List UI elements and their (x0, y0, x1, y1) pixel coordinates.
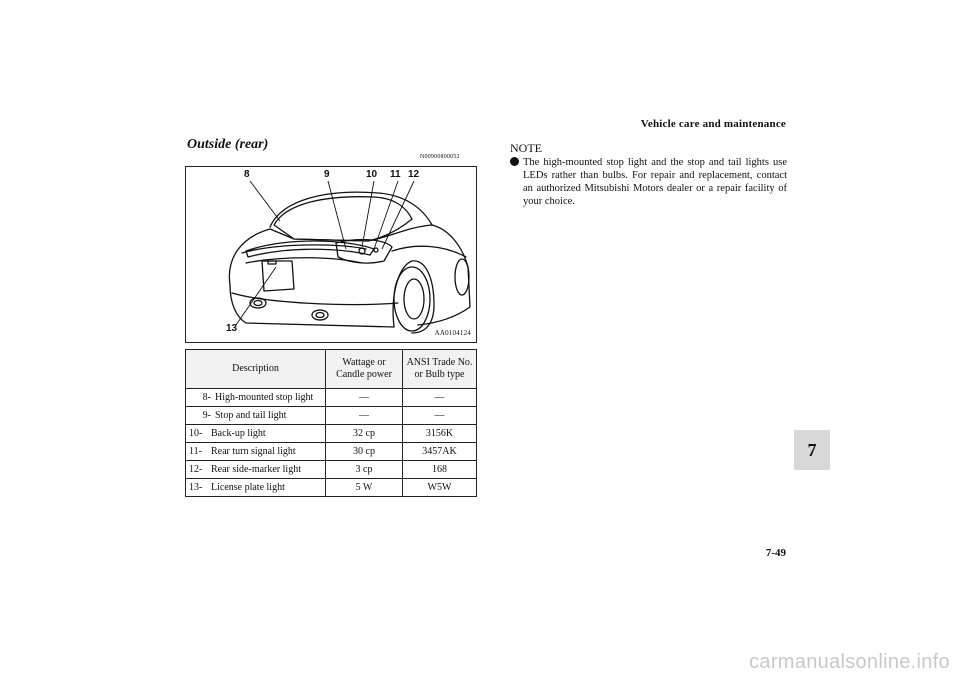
spoiler (246, 241, 374, 257)
column-header-description: Description (186, 350, 326, 389)
page-number: 7-49 (765, 547, 786, 559)
bullet-dot-icon (510, 157, 519, 166)
note-bullet (510, 156, 787, 208)
row-wattage: — (326, 389, 403, 407)
row-description: 11- Rear turn signal light (186, 443, 326, 461)
callout-11: 11 (390, 169, 401, 180)
row-ansi: — (403, 389, 477, 407)
leader-11 (374, 181, 398, 249)
row-wattage: — (326, 407, 403, 425)
bulb-specification-table (185, 349, 477, 497)
section-title: Outside (rear) (187, 137, 269, 152)
leader-8 (250, 181, 280, 221)
row-description: 8- High-mounted stop light (186, 389, 326, 407)
table-row (186, 407, 477, 425)
front-wheel (455, 259, 469, 295)
row-wattage: 3 cp (326, 461, 403, 479)
watermark: carmanualsonline.info (749, 651, 950, 673)
note-bullet-text: The high-mounted stop light and the stop and tail lights use LEDs rather than bulbs. For repair and replacement, contact an authorized Mitsubishi Motors dealer or a repair facility of your choice. (523, 157, 787, 207)
callout-12: 12 (408, 169, 420, 180)
car-rear-figure (185, 166, 477, 343)
row-wattage: 32 cp (326, 425, 403, 443)
table-row (186, 461, 477, 479)
row-ansi: — (403, 407, 477, 425)
row-description: 9- Stop and tail light (186, 407, 326, 425)
leader-9 (328, 181, 346, 249)
license-plate-recess (262, 261, 294, 291)
table-row (186, 425, 477, 443)
callout-13: 13 (226, 323, 238, 334)
callout-9: 9 (324, 169, 330, 180)
note-block (510, 142, 787, 208)
figure-code: AA0104124 (434, 329, 471, 337)
row-description: 13- License plate light (186, 479, 326, 497)
row-ansi: W5W (403, 479, 477, 497)
column-header-ansi: ANSI Trade No. or Bulb type (403, 350, 477, 389)
exhaust-right (312, 310, 328, 320)
chapter-tab: 7 (794, 430, 830, 470)
row-wattage: 30 cp (326, 443, 403, 461)
row-ansi: 3156K (403, 425, 477, 443)
row-ansi: 168 (403, 461, 477, 479)
running-header: Vehicle care and maintenance (640, 118, 786, 130)
leader-10 (362, 181, 374, 247)
note-title: NOTE (510, 141, 542, 155)
row-description: 12- Rear side-marker light (186, 461, 326, 479)
car-rear-illustration (186, 167, 476, 342)
section-code: N00900800052 (420, 154, 460, 160)
callout-8: 8 (244, 169, 250, 180)
table-row (186, 479, 477, 497)
table-header-row (186, 350, 477, 389)
table-row (186, 389, 477, 407)
row-wattage: 5 W (326, 479, 403, 497)
callout-10: 10 (366, 169, 378, 180)
row-description: 10- Back-up light (186, 425, 326, 443)
row-ansi: 3457AK (403, 443, 477, 461)
exhaust-left (250, 298, 266, 308)
table-row (186, 443, 477, 461)
column-header-wattage: Wattage or Candle power (326, 350, 403, 389)
